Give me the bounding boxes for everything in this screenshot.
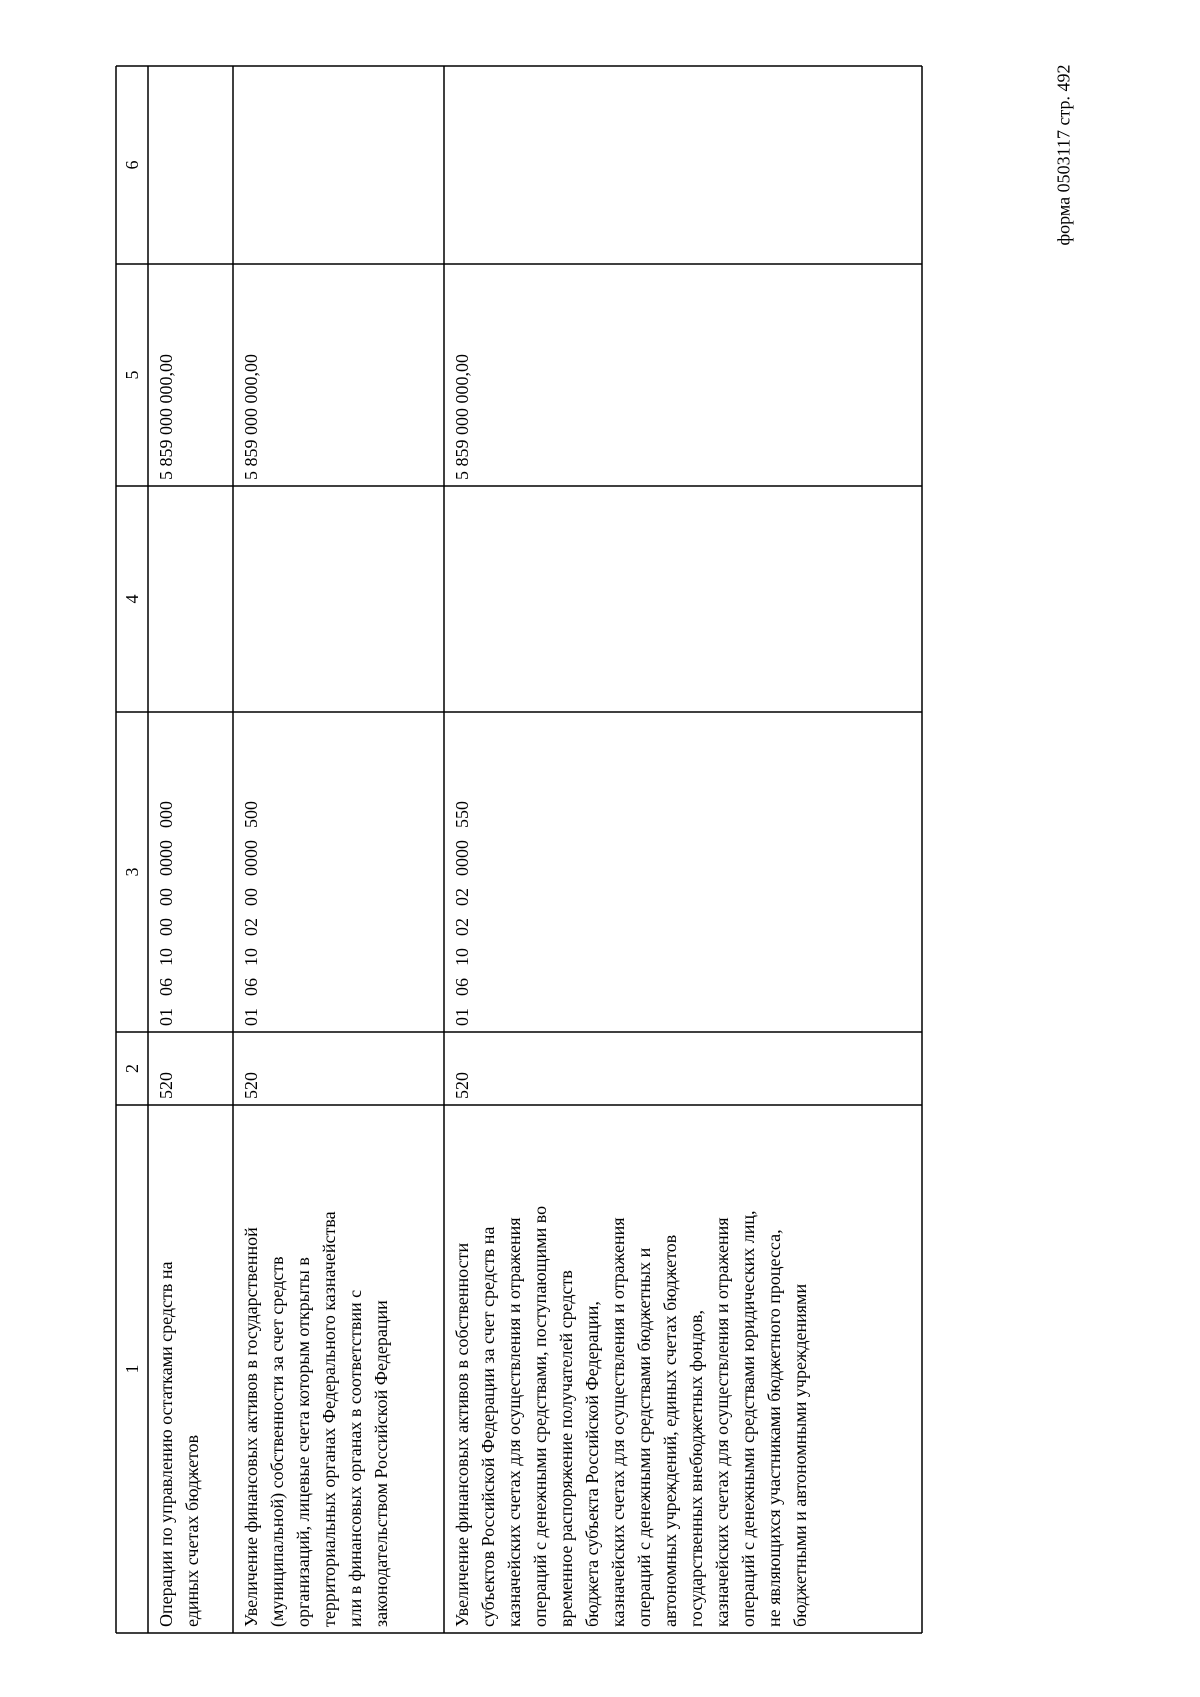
code-part: 0000 bbox=[241, 840, 261, 876]
row-1-name-text: Операции по управлению остатками средств на единых счетах бюджетов bbox=[156, 1261, 202, 1627]
row-2-budget-code bbox=[233, 712, 444, 1032]
header-cell-1 bbox=[116, 1105, 148, 1633]
row-3-col6 bbox=[444, 66, 922, 264]
code-part: 00 bbox=[156, 918, 176, 936]
code-part: 06 bbox=[452, 978, 472, 996]
code-part: 02 bbox=[452, 918, 472, 936]
code-part: 02 bbox=[241, 918, 261, 936]
code-part: 10 bbox=[156, 948, 176, 966]
row-1-line-code-text: 520 bbox=[156, 1072, 176, 1099]
header-number: 2 bbox=[122, 1064, 142, 1073]
row-2-line-code-text: 520 bbox=[241, 1072, 261, 1099]
row-2-col4 bbox=[233, 486, 444, 712]
header-cell-6 bbox=[116, 66, 148, 264]
code-part: 500 bbox=[241, 801, 261, 828]
row-3-budget-code-text bbox=[449, 718, 475, 1026]
code-part: 06 bbox=[156, 978, 176, 996]
header-number: 3 bbox=[122, 867, 142, 877]
header-number: 4 bbox=[122, 594, 142, 604]
code-part: 02 bbox=[452, 888, 472, 906]
header-number: 1 bbox=[122, 1364, 142, 1374]
row-1-name bbox=[148, 1105, 233, 1633]
code-part: 01 bbox=[452, 1008, 472, 1026]
code-part: 00 bbox=[156, 888, 176, 906]
row-2-amount-text: 5 859 000 000,00 bbox=[241, 354, 261, 480]
row-3-col4 bbox=[444, 486, 922, 712]
code-part: 10 bbox=[452, 948, 472, 966]
row-2-amount bbox=[233, 264, 444, 486]
code-part: 0000 bbox=[452, 840, 472, 876]
header-cell-4 bbox=[116, 486, 148, 712]
code-part: 01 bbox=[241, 1008, 261, 1026]
code-part: 000 bbox=[156, 801, 176, 828]
row-3-line-code bbox=[444, 1032, 922, 1105]
row-1-budget-code bbox=[148, 712, 233, 1032]
form-reference-text: форма 0503117 стр. 492 bbox=[1053, 64, 1074, 246]
row-1-line-code bbox=[148, 1032, 233, 1105]
header-number: 5 bbox=[122, 370, 142, 380]
row-2-name bbox=[233, 1105, 444, 1633]
header-cell-3 bbox=[116, 712, 148, 1032]
row-3-amount-text: 5 859 000 000,00 bbox=[452, 354, 472, 480]
row-3-name-text: Увеличение финансовых активов в собственности субъектов Российской Федерации за счет средств на казначейских счетах для осуществления и отражения операций с денежными средствами, поступающими во временное распоряжение получателей средств бюджета субъекта Российской Федерации, казначейских счетах для осуществления и отражения операций с денежными средствами бюджетных и автономных учреждений, единых счетах бюджетов государственных внебюджетных фондов, казначейских счетах для осуществления и отражения операций с денежными средствами юридических лиц, не являющихся участниками бюджетного процесса, бюджетными и автономными учреждениями bbox=[452, 1205, 810, 1627]
row-2-line-code bbox=[233, 1032, 444, 1105]
row-3-name bbox=[444, 1105, 922, 1633]
row-3-budget-code bbox=[444, 712, 922, 1032]
row-2-budget-code-text bbox=[238, 718, 264, 1026]
row-1-col4 bbox=[148, 486, 233, 712]
code-part: 00 bbox=[241, 888, 261, 906]
row-1-col6 bbox=[148, 66, 233, 264]
row-1-amount bbox=[148, 264, 233, 486]
code-part: 01 bbox=[156, 1008, 176, 1026]
row-1-amount-text: 5 859 000 000,00 bbox=[156, 354, 176, 480]
row-2-col6 bbox=[233, 66, 444, 264]
code-part: 06 bbox=[241, 978, 261, 996]
header-cell-5 bbox=[116, 264, 148, 486]
code-part: 10 bbox=[241, 948, 261, 966]
header-number: 6 bbox=[122, 160, 142, 170]
row-3-amount bbox=[444, 264, 922, 486]
row-1-budget-code-text bbox=[153, 718, 179, 1026]
row-2-name-text: Увеличение финансовых активов в государственной (муниципальной) собственности за счет средств организаций, лицевые счета которым открыты в территориальных органах Федерального казначейства или в финансовых органах в соответствии с законодательством Российской Федерации bbox=[241, 1211, 391, 1627]
header-cell-2 bbox=[116, 1032, 148, 1105]
row-3-line-code-text: 520 bbox=[452, 1072, 472, 1099]
code-part: 0000 bbox=[156, 840, 176, 876]
code-part: 550 bbox=[452, 801, 472, 828]
